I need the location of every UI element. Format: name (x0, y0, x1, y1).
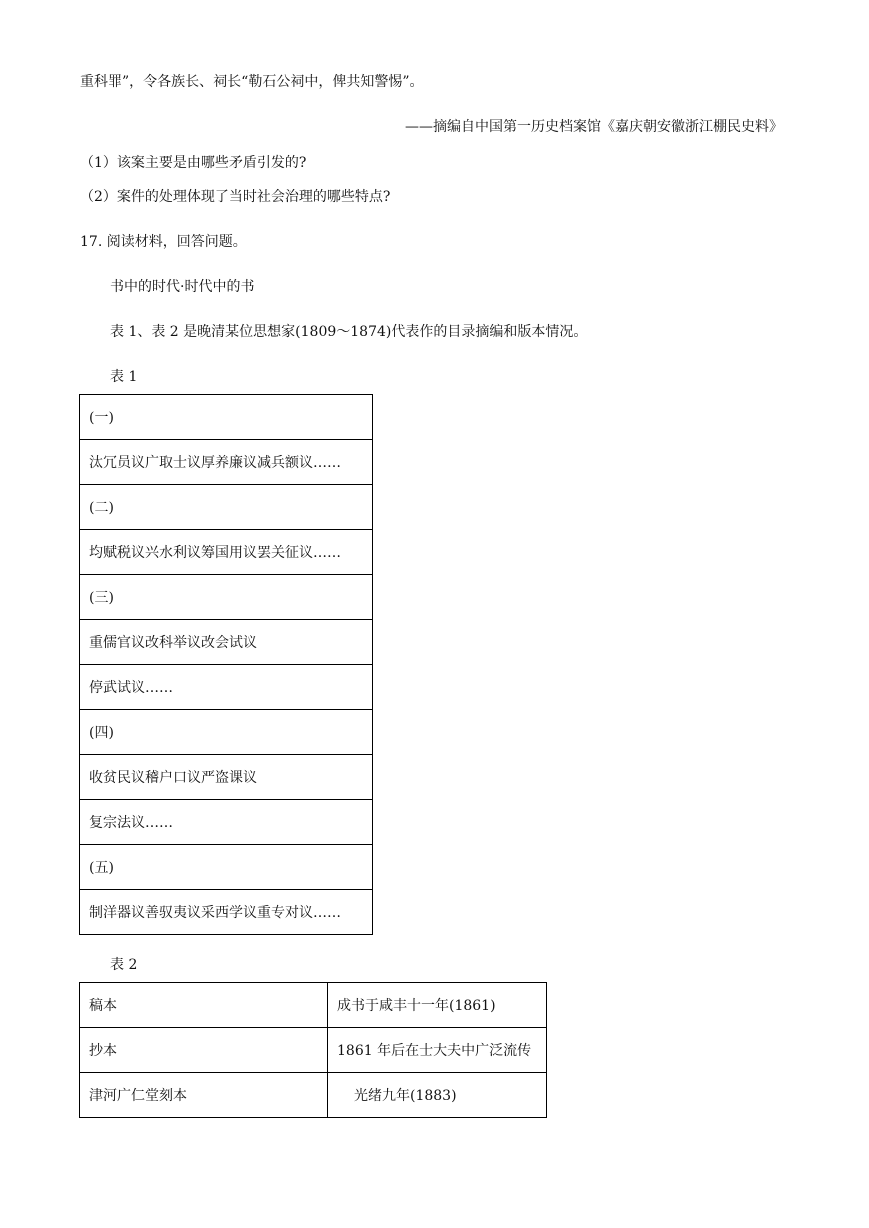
table-2-caption: 表 2 (110, 957, 138, 973)
table-row (80, 755, 373, 800)
table-cell-date: 成书于咸丰十一年(1861) (328, 983, 547, 1028)
question-2: （2）案件的处理体现了当时社会治理的哪些特点? (80, 189, 391, 205)
table-1-caption: 表 1 (110, 369, 138, 385)
table-cell: (一) (80, 395, 373, 440)
table-cell-date: 1861 年后在士大夫中广泛流传 (328, 1028, 547, 1073)
table-row (80, 395, 373, 440)
table-cell: 重儒官议改科举议改会试议 (80, 620, 373, 665)
table-row (80, 440, 373, 485)
question-1: （1）该案主要是由哪些矛盾引发的? (80, 155, 307, 171)
question-17-intro: 表 1、表 2 是晚清某位思想家(1809～1874)代表作的目录摘编和版本情况。 (110, 324, 588, 340)
table-cell: (四) (80, 710, 373, 755)
table-cell: 停武试议…… (80, 665, 373, 710)
table-cell: (三) (80, 575, 373, 620)
table-2 (79, 982, 547, 1118)
table-cell-edition: 抄本 (80, 1028, 328, 1073)
passage-source: ——摘编自中国第一历史档案馆《嘉庆朝安徽浙江棚民史料》 (405, 119, 783, 135)
table-row (80, 665, 373, 710)
table-cell: (二) (80, 485, 373, 530)
table-row (80, 620, 373, 665)
table-cell-date: 光绪九年(1883) (328, 1073, 547, 1118)
table-row (80, 575, 373, 620)
table-row (80, 1028, 547, 1073)
table-cell: 收贫民议稽户口议严盗课议 (80, 755, 373, 800)
table-row (80, 530, 373, 575)
question-17-subtitle: 书中的时代·时代中的书 (110, 279, 255, 295)
table-1 (79, 394, 373, 935)
table-row (80, 1073, 547, 1118)
table-row (80, 710, 373, 755)
table-row (80, 890, 373, 935)
table-cell: 均赋税议兴水利议筹国用议罢关征议…… (80, 530, 373, 575)
question-17-heading: 17. 阅读材料，回答问题。 (80, 234, 247, 250)
table-cell: 复宗法议…… (80, 800, 373, 845)
table-row (80, 983, 547, 1028)
table-cell: 制洋器议善驭夷议采西学议重专对议…… (80, 890, 373, 935)
table-cell: (五) (80, 845, 373, 890)
table-row (80, 485, 373, 530)
table-cell-edition: 津河广仁堂刻本 (80, 1073, 328, 1118)
table-cell: 汰冗员议广取士议厚养廉议减兵额议…… (80, 440, 373, 485)
passage-line: 重科罪”，令各族长、祠长“勒石公祠中，俾共知警惕”。 (80, 74, 424, 90)
table-row (80, 800, 373, 845)
table-row (80, 845, 373, 890)
table-cell-edition: 稿本 (80, 983, 328, 1028)
